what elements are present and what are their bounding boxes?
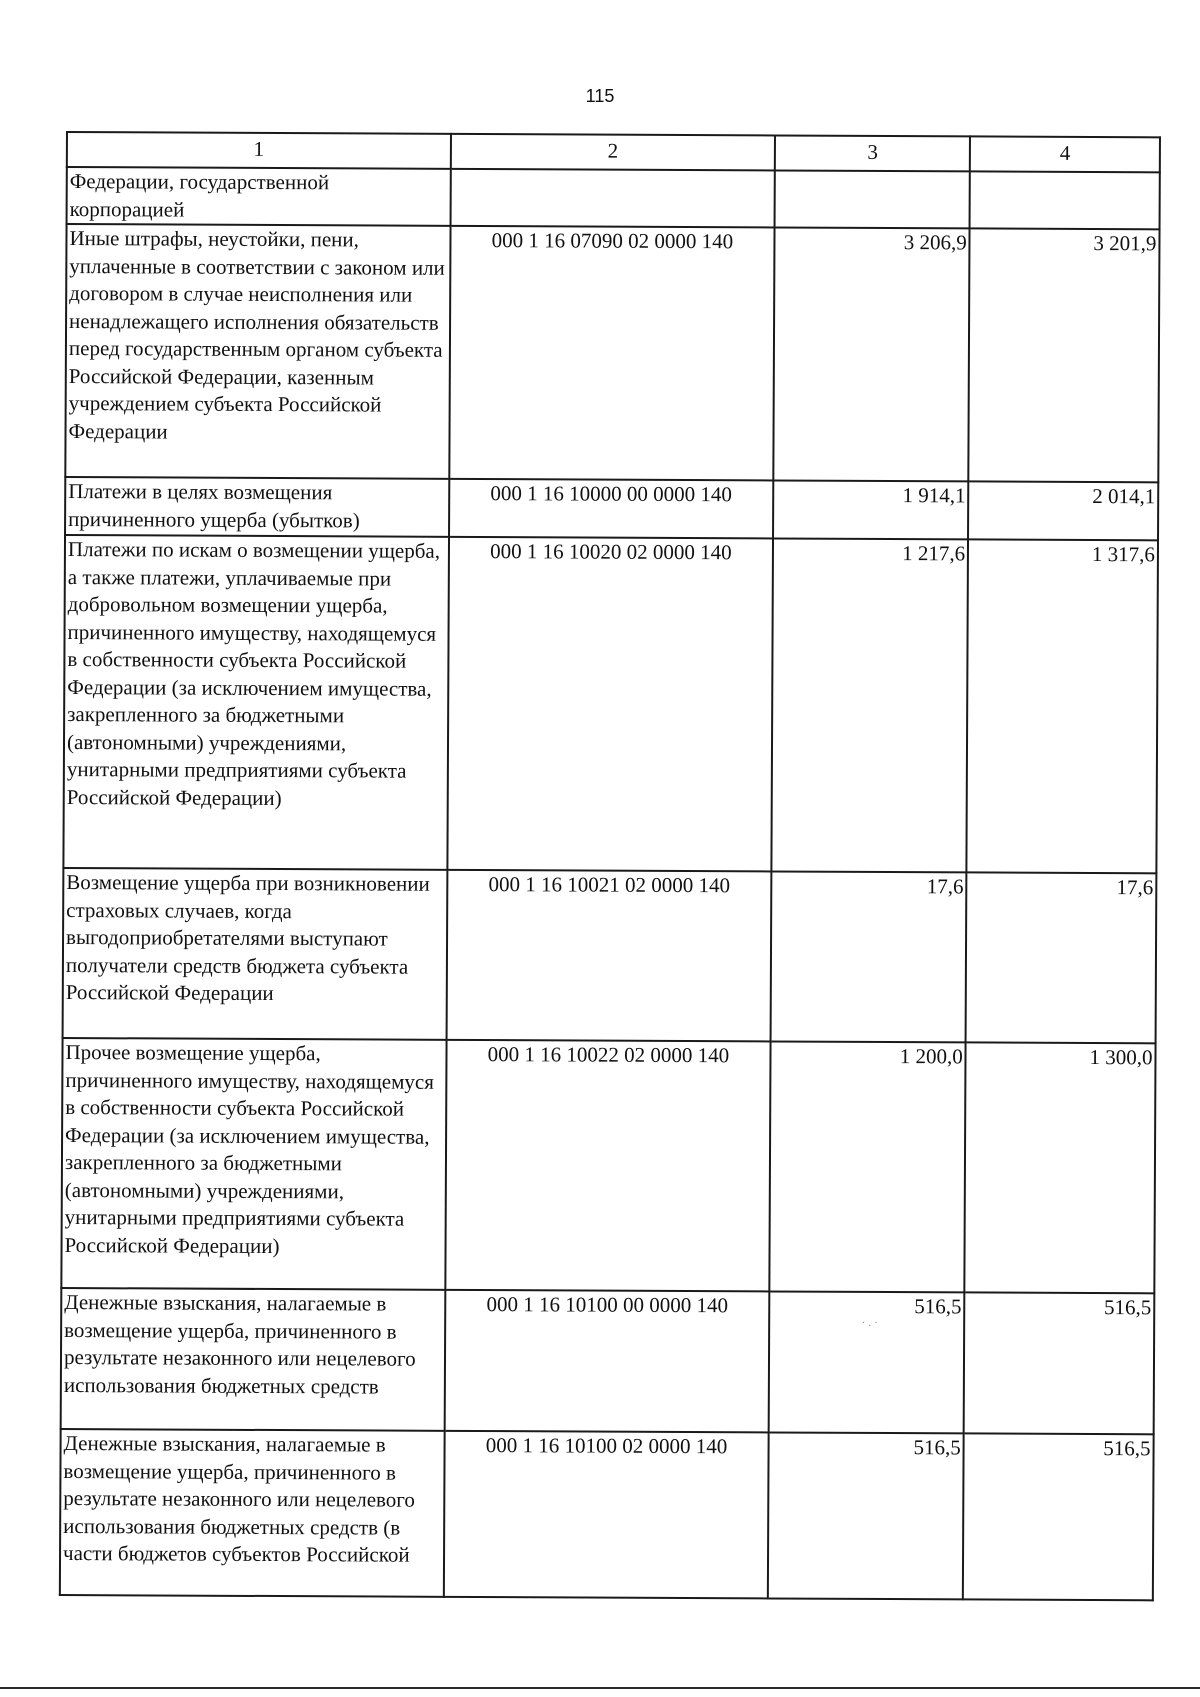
row-code: 000 1 16 10021 02 0000 140 <box>446 870 771 1042</box>
table-row <box>63 868 1157 1043</box>
row-name: Прочее возмещение ущерба, причиненного имуществу, находящемуся в собственности субъекта Российской Федерации (за исключением имущества, закрепленного за бюджетными (автономными) учреждениями, унитарными предприятиями субъекта Российской Федерации) <box>61 1038 446 1290</box>
row-value-col3: 1 200,0 <box>770 1041 966 1292</box>
row-name: Платежи по искам о возмещении ущерба, а также платежи, уплачиваемые при добровольном возмещении ущерба, причиненного имуществу, находящемуся в собственности субъекта Российской Федерации (за исключением имущества, закрепленного за бюджетными (автономными) учреждениями, унитарными предприятиями субъекта Российской Федерации) <box>63 535 448 870</box>
table-header-row <box>67 132 1160 172</box>
row-name: Денежные взыскания, налагаемые в возмещение ущерба, причиненного в результате незаконного или нецелевого использования бюджетных средств (в части бюджетов субъектов Российской <box>60 1429 444 1597</box>
table-row <box>61 1038 1155 1293</box>
row-code: 000 1 16 10022 02 0000 140 <box>445 1040 771 1292</box>
table-row <box>61 1288 1155 1434</box>
row-value-col3: 17,6 <box>771 871 967 1042</box>
row-value-col4: 2 014,1 <box>968 481 1158 540</box>
row-value-col4: 1 300,0 <box>965 1042 1156 1293</box>
row-code: 000 1 16 10000 00 0000 140 <box>449 479 774 539</box>
row-code: 000 1 16 10020 02 0000 140 <box>447 537 773 872</box>
row-value-col4 <box>970 171 1160 229</box>
row-code: 000 1 16 10100 00 0000 140 <box>444 1290 769 1433</box>
row-value-col4: 3 201,9 <box>969 228 1160 482</box>
column-header-4: 4 <box>970 136 1160 172</box>
column-header-3: 3 <box>775 135 970 171</box>
row-value-col3: 3 206,9 <box>774 227 970 481</box>
row-code: 000 1 16 07090 02 0000 140 <box>449 226 775 481</box>
row-name: Федерации, государственной корпорацией <box>67 167 451 226</box>
column-header-2: 2 <box>450 134 775 171</box>
row-name: Платежи в целях возмещения причиненного ущерба (убытков) <box>65 477 449 537</box>
scan-speck: ·.· <box>862 1318 881 1329</box>
table-row <box>65 477 1158 540</box>
row-name: Возмещение ущерба при возникновении страховых случаев, когда выгодоприобретателями выступают получатели средств бюджета субъекта Российской Федерации <box>63 868 447 1040</box>
row-value-col3: 516,5 <box>769 1291 965 1433</box>
revenue-table <box>59 131 1161 1601</box>
row-value-col4: 1 317,6 <box>967 539 1158 873</box>
row-value-col4: 516,5 <box>963 1433 1154 1600</box>
column-header-1: 1 <box>67 132 451 169</box>
row-value-col3: 1 217,6 <box>772 538 969 872</box>
row-value-col3: 516,5 <box>768 1432 964 1599</box>
table-row <box>63 535 1158 873</box>
row-code <box>450 169 775 228</box>
row-value-col4: 17,6 <box>966 872 1157 1043</box>
page-number: 115 <box>585 86 615 106</box>
row-name: Денежные взыскания, налагаемые в возмещение ущерба, причиненного в результате незаконного или нецелевого использования бюджетных средств <box>61 1288 445 1431</box>
table-row <box>60 1429 1154 1600</box>
row-value-col4: 516,5 <box>964 1292 1154 1434</box>
table-row <box>67 167 1160 229</box>
row-value-col3 <box>775 170 970 228</box>
row-value-col3: 1 914,1 <box>773 480 968 539</box>
page-bottom-rule <box>0 1687 1200 1689</box>
table-row <box>65 224 1159 482</box>
row-name: Иные штрафы, неустойки, пени, уплаченные в соответствии с законом или договором в случае неисполнения или ненадлежащего исполнения обязательств перед государственным органом субъекта Российской Федерации, казенным учреждением субъекта Российской Федерации <box>65 224 450 479</box>
row-code: 000 1 16 10100 02 0000 140 <box>443 1431 768 1599</box>
